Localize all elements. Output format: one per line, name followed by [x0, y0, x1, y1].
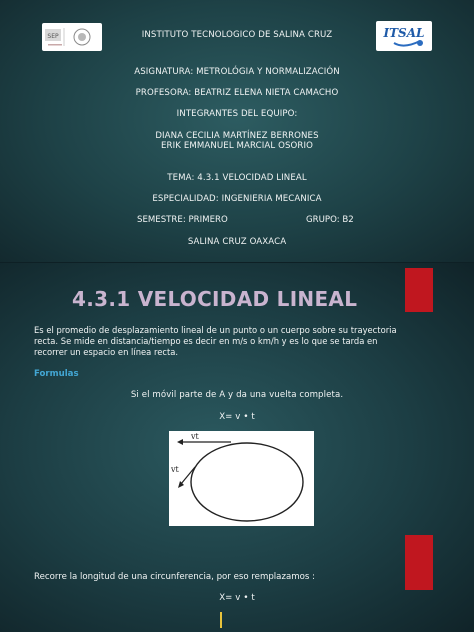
- formula-2: X= v • t: [219, 593, 255, 603]
- accent-bar-bottom: [405, 535, 433, 590]
- formula-1: X= v • t: [219, 412, 255, 422]
- circle-diagram: [169, 431, 314, 526]
- circle-diagram-graphic: [169, 431, 314, 526]
- accent-bar-top: [405, 268, 433, 312]
- team-member-1: DIANA CECILIA MARTÍNEZ BERRONES: [155, 131, 319, 141]
- sentence-circumference: Recorre la longitud de una circunferencia, por eso remplazamos :: [34, 572, 315, 582]
- diagram-label-top: vt: [191, 432, 199, 441]
- sentence-full-turn: Si el móvil parte de A y da una vuelta completa.: [130, 390, 344, 400]
- definition-paragraph: Es el promedio de desplazamiento lineal de un punto o un cuerpo sobre su trayectoria recta. Se mide en distancia/tiempo es decir en m/s o km/h y es lo que se tarda en recorrer un espacio en línea recta.: [34, 325, 397, 358]
- slide-heading: 4.3.1 VELOCIDAD LINEAL: [72, 287, 358, 311]
- group-line: GRUPO: B2: [306, 215, 354, 225]
- slide-divider: [0, 262, 474, 263]
- down-arrow-icon: [220, 612, 222, 628]
- specialty-line: ESPECIALIDAD: INGENIERIA MECANICA: [152, 194, 322, 204]
- subject-line: ASIGNATURA: METROLÓGIA Y NORMALIZACIÓN: [134, 67, 340, 77]
- location-line: SALINA CRUZ OAXACA: [187, 237, 287, 247]
- institute-name: INSTITUTO TECNOLOGICO DE SALINA CRUZ: [141, 30, 333, 40]
- sep-logo-text: SEP: [47, 33, 59, 40]
- itsal-logo-text: ITSAL: [383, 26, 425, 40]
- teacher-line: PROFESORA: BEATRIZ ELENA NIETA CAMACHO: [135, 88, 339, 98]
- formulas-label: Formulas: [34, 369, 79, 379]
- team-member-2: ERIK EMMANUEL MARCIAL OSORIO: [161, 141, 313, 151]
- topic-line: TEMA: 4.3.1 VELOCIDAD LINEAL: [167, 173, 307, 183]
- diagram-label-left: vt: [171, 465, 179, 474]
- team-label: INTEGRANTES DEL EQUIPO:: [176, 109, 298, 119]
- semester-line: SEMESTRE: PRIMERO: [137, 215, 228, 225]
